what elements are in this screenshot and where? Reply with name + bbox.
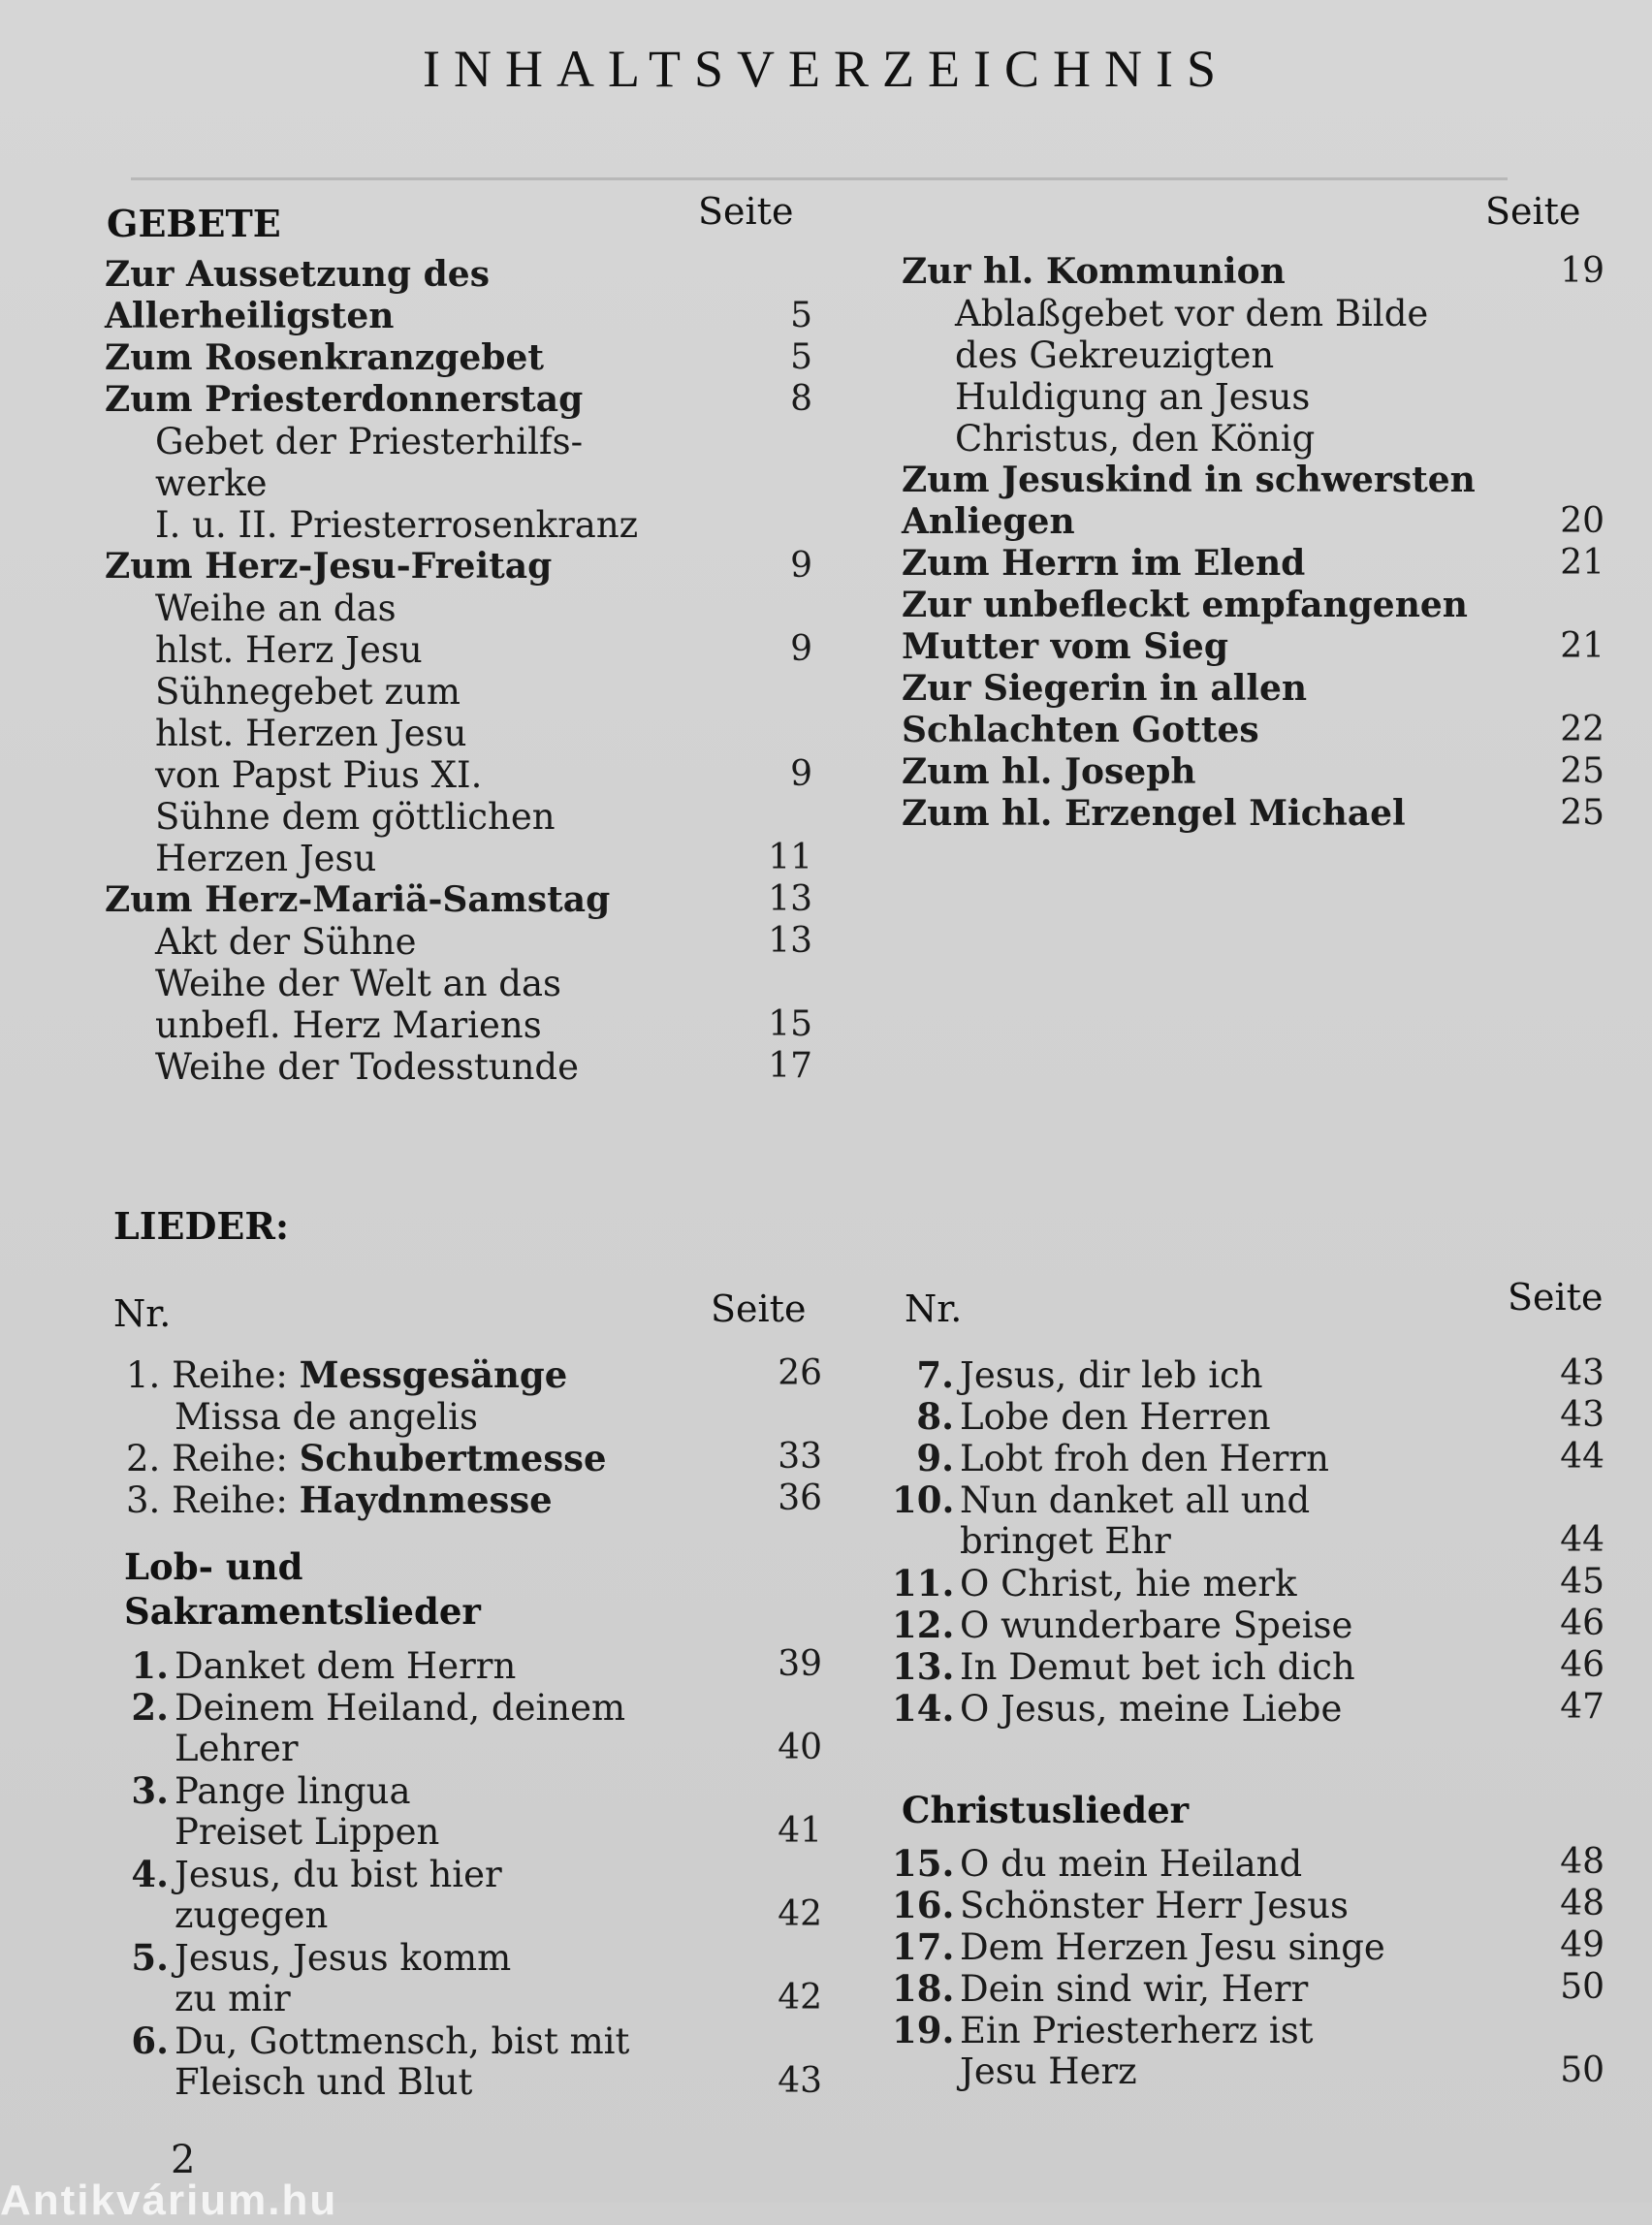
page-ref: 21 (1560, 543, 1604, 583)
song-entry (892, 2009, 1604, 2051)
song-title: In Demut bet ich dich (960, 1646, 1355, 1688)
page-ref: 21 (1560, 626, 1604, 666)
entry-title: Zum Rosenkranzgebet (105, 337, 544, 378)
lieder-left-seite-label: Seite (711, 1287, 807, 1330)
lieder-heading: LIEDER: (113, 1204, 289, 1248)
song-entry (892, 1842, 1604, 1885)
page-ref: 17 (768, 1046, 812, 1086)
song-entry (892, 1395, 1604, 1438)
page-ref: 44 (1560, 1520, 1604, 1560)
gebete-right-entry (902, 668, 1604, 707)
page-number: 2 (171, 2138, 196, 2182)
gebete-right-entry (902, 460, 1604, 498)
page-ref: 43 (778, 2061, 822, 2101)
gebete-left-entry (105, 629, 812, 671)
page-ref: 33 (778, 1437, 822, 1477)
page-ref: 43 (1560, 1353, 1604, 1393)
page-ref: 40 (778, 1728, 822, 1767)
christus-heading: Christuslieder (902, 1789, 1190, 1831)
page-ref: 42 (778, 1894, 822, 1934)
song-entry (126, 2061, 822, 2103)
entry-title: Zum Priesterdonnerstag (105, 379, 584, 420)
series-name: Messgesänge (299, 1353, 568, 1396)
song-title: Lobt froh den Herrn (960, 1438, 1329, 1479)
page-ref: 20 (1560, 501, 1604, 541)
gebete-right-entry (902, 293, 1604, 332)
song-entry (126, 1728, 822, 1769)
song-title: Jesu Herz (960, 2050, 1137, 2092)
page-ref: 45 (1560, 1562, 1604, 1602)
song-entry (892, 1353, 1604, 1396)
song-entry (126, 1853, 822, 1895)
gebete-left-entry (105, 379, 812, 418)
mass-series-entry (126, 1395, 822, 1438)
song-entry (892, 1687, 1604, 1730)
series-prefix: 3. Reihe: (126, 1479, 300, 1521)
gebete-left-entry (105, 963, 812, 1004)
gebete-right-entry (902, 543, 1604, 582)
watermark: Antikvárium.hu (0, 2177, 338, 2224)
entry-title: Zum Herrn im Elend (902, 543, 1306, 584)
bleed-through-rule (131, 177, 1508, 180)
entry-title: hlst. Herzen Jesu (155, 713, 467, 754)
lob-heading-line1: Lob- und (124, 1545, 303, 1588)
page-ref: 15 (768, 1004, 812, 1044)
song-title: O Jesus, meine Liebe (960, 1688, 1343, 1730)
entry-title: Sühnegebet zum (155, 671, 461, 713)
page-ref: 9 (790, 546, 812, 586)
page-ref: 11 (768, 838, 812, 877)
song-number: 14. (892, 1687, 955, 1730)
song-number: 12. (892, 1604, 955, 1646)
page-ref: 42 (778, 1978, 822, 2018)
song-title: Lehrer (175, 1728, 299, 1769)
entry-title: Anliegen (902, 501, 1075, 542)
page-ref: 50 (1560, 2050, 1604, 2090)
gebete-right-entry (902, 418, 1604, 460)
song-number: 8. (916, 1395, 954, 1438)
entry-title: Huldigung an Jesus (955, 376, 1311, 418)
song-title: Nun danket all und (960, 1479, 1311, 1521)
gebete-right-entry (902, 585, 1604, 623)
mass-series-entry (126, 1353, 822, 1396)
entry-title: Zur unbefleckt empfangenen (902, 585, 1468, 625)
song-entry (892, 1645, 1604, 1688)
lieder-left-nr-label: Nr. (113, 1292, 172, 1335)
song-title: bringet Ehr (960, 1520, 1171, 1562)
gebete-left-entry (105, 421, 812, 460)
song-entry (126, 1978, 822, 2017)
entry-title: Weihe der Todesstunde (155, 1046, 580, 1088)
song-title: Lobe den Herren (960, 1396, 1271, 1438)
song-entry (892, 1562, 1604, 1605)
gebete-left-entry (105, 296, 812, 334)
entry-title: Mutter vom Sieg (902, 626, 1228, 667)
page-ref: 26 (778, 1353, 822, 1393)
page-title: INHALTSVERZEICHNIS (423, 40, 1229, 98)
song-title: Dem Herzen Jesu singe (960, 1926, 1385, 1968)
song-title: O wunderbare Speise (960, 1605, 1353, 1646)
entry-title: Weihe der Welt an das (155, 963, 562, 1004)
entry-title: Zum hl. Erzengel Michael (902, 793, 1406, 834)
series-name: Schubertmesse (299, 1437, 607, 1479)
page-ref: 5 (790, 337, 812, 377)
series-prefix: Missa de angelis (175, 1396, 478, 1438)
gebete-left-entry (105, 754, 812, 796)
song-title: Dein sind wir, Herr (960, 1968, 1309, 2010)
song-entry (126, 1811, 822, 1853)
gebete-right-entry (902, 626, 1604, 665)
entry-title: Schlachten Gottes (902, 710, 1259, 750)
page-ref: 50 (1560, 1967, 1604, 2007)
song-title: O du mein Heiland (960, 1843, 1303, 1885)
song-number: 18. (892, 1967, 955, 2010)
entry-title: des Gekreuzigten (955, 334, 1275, 376)
song-entry (892, 1967, 1604, 2010)
song-entry (126, 1894, 822, 1936)
song-title: Deinem Heiland, deinem (175, 1687, 626, 1729)
mass-series-entry (126, 1478, 822, 1521)
page-ref: 13 (768, 879, 812, 919)
gebete-left-entry (105, 713, 812, 754)
page-ref: 36 (778, 1478, 822, 1518)
entry-title: Zur Siegerin in allen (902, 668, 1308, 709)
series-name: Haydnmesse (299, 1478, 553, 1521)
song-number: 10. (892, 1478, 955, 1521)
gebete-left-entry (105, 462, 812, 504)
page-ref: 25 (1560, 793, 1604, 833)
gebete-right-seite-label: Seite (1485, 190, 1581, 233)
series-prefix: 2. Reihe: (126, 1438, 300, 1479)
song-number: 3. (131, 1769, 169, 1812)
entry-title: werke (155, 462, 268, 504)
gebete-right-entry (902, 710, 1604, 748)
song-entry (126, 1686, 822, 1729)
lob-heading-line2: Sakramentslieder (124, 1590, 481, 1633)
entry-title: unbefl. Herz Mariens (155, 1004, 542, 1046)
entry-title: Weihe an das (155, 588, 397, 629)
gebete-left-entry (105, 1046, 812, 1088)
page-ref: 41 (778, 1811, 822, 1851)
gebete-left-entry (105, 546, 812, 585)
entry-title: Zum Herz-Mariä-Samstag (105, 879, 611, 920)
series-prefix: 1. Reihe: (126, 1354, 300, 1396)
song-number: 5. (131, 1936, 169, 1979)
page-ref: 8 (790, 379, 812, 419)
song-entry (892, 2050, 1604, 2092)
song-number: 13. (892, 1645, 955, 1688)
song-entry (892, 1437, 1604, 1479)
song-title: Fleisch und Blut (175, 2061, 473, 2103)
lieder-right-nr-label: Nr. (905, 1287, 963, 1330)
song-title: O Christ, hie merk (960, 1563, 1297, 1605)
entry-title: Zur hl. Kommunion (902, 251, 1286, 292)
gebete-right-entry (902, 334, 1604, 376)
song-entry (126, 1769, 822, 1812)
song-number: 17. (892, 1925, 955, 1968)
song-entry (126, 1936, 822, 1979)
entry-title: Herzen Jesu (155, 838, 377, 879)
lieder-right-seite-label: Seite (1508, 1276, 1604, 1319)
gebete-left-entry (105, 504, 812, 546)
song-title: Jesus, du bist hier (175, 1854, 502, 1895)
song-title: zu mir (175, 1978, 291, 2019)
song-number: 11. (892, 1562, 955, 1605)
page-ref: 9 (790, 754, 812, 794)
page-ref: 22 (1560, 710, 1604, 749)
song-title: zugegen (175, 1894, 329, 1936)
song-number: 6. (131, 2019, 169, 2062)
song-entry (892, 1604, 1604, 1646)
gebete-left-entry (105, 588, 812, 629)
page-ref: 39 (778, 1644, 822, 1684)
song-number: 16. (892, 1884, 955, 1926)
entry-title: Allerheiligsten (105, 296, 395, 336)
song-title: Jesus, dir leb ich (960, 1354, 1263, 1396)
entry-title: Ablaßgebet vor dem Bilde (955, 293, 1429, 334)
gebete-right-entry (902, 251, 1604, 290)
song-entry (126, 2019, 822, 2062)
entry-title: Zum Herz-Jesu-Freitag (105, 546, 553, 587)
song-title: Danket dem Herrn (175, 1645, 517, 1687)
song-entry (892, 1925, 1604, 1968)
page-ref: 46 (1560, 1604, 1604, 1643)
gebete-left-entry (105, 838, 812, 879)
gebete-left-entry (105, 671, 812, 713)
gebete-left-entry (105, 921, 812, 963)
page-ref: 5 (790, 296, 812, 335)
entry-title: I. u. II. Priesterrosenkranz (155, 504, 639, 546)
song-title: Jesus, Jesus komm (175, 1937, 512, 1979)
gebete-left-entry (105, 337, 812, 376)
song-title: Ein Priesterherz ist (960, 2010, 1314, 2051)
song-number: 2. (131, 1686, 169, 1729)
song-entry (892, 1520, 1604, 1562)
song-number: 19. (892, 2009, 955, 2051)
gebete-left-entry (105, 879, 812, 918)
song-number: 9. (916, 1437, 954, 1479)
song-number: 1. (131, 1644, 169, 1687)
entry-title: Akt der Sühne (155, 921, 417, 963)
gebete-heading: GEBETE (107, 202, 281, 245)
song-entry (126, 1644, 822, 1687)
entry-title: Sühne dem göttlichen (155, 796, 556, 838)
song-number: 4. (131, 1853, 169, 1895)
page-ref: 25 (1560, 751, 1604, 791)
entry-title: Zur Aussetzung des (105, 254, 490, 295)
entry-title: von Papst Pius XI. (155, 754, 483, 796)
gebete-right-entry (902, 376, 1604, 418)
entry-title: Christus, den König (955, 418, 1316, 460)
gebete-left-entry (105, 1004, 812, 1046)
page-ref: 49 (1560, 1925, 1604, 1965)
page-ref: 46 (1560, 1645, 1604, 1685)
page-ref: 19 (1560, 251, 1604, 291)
page-ref: 9 (790, 629, 812, 669)
song-number: 7. (916, 1353, 954, 1396)
song-title: Pange lingua (175, 1770, 411, 1812)
gebete-left-entry (105, 796, 812, 838)
gebete-left-entry (105, 254, 812, 293)
page-ref: 48 (1560, 1884, 1604, 1923)
entry-title: Gebet der Priesterhilfs- (155, 421, 584, 462)
page-ref: 44 (1560, 1437, 1604, 1477)
page-ref: 48 (1560, 1842, 1604, 1882)
page-ref: 13 (768, 921, 812, 961)
entry-title: Zum Jesuskind in schwersten (902, 460, 1476, 500)
song-title: Preiset Lippen (175, 1811, 440, 1853)
song-title: Du, Gottmensch, bist mit (175, 2020, 630, 2062)
entry-title: Zum hl. Joseph (902, 751, 1196, 792)
page-ref: 47 (1560, 1687, 1604, 1727)
song-entry (892, 1478, 1604, 1521)
gebete-right-entry (902, 501, 1604, 540)
mass-series-entry (126, 1437, 822, 1479)
gebete-left-seite-label: Seite (698, 190, 794, 233)
song-title: Schönster Herr Jesus (960, 1885, 1350, 1926)
page-ref: 43 (1560, 1395, 1604, 1435)
song-entry (892, 1884, 1604, 1926)
song-number: 15. (892, 1842, 955, 1885)
gebete-right-entry (902, 793, 1604, 832)
gebete-right-entry (902, 751, 1604, 790)
entry-title: hlst. Herz Jesu (155, 629, 423, 671)
